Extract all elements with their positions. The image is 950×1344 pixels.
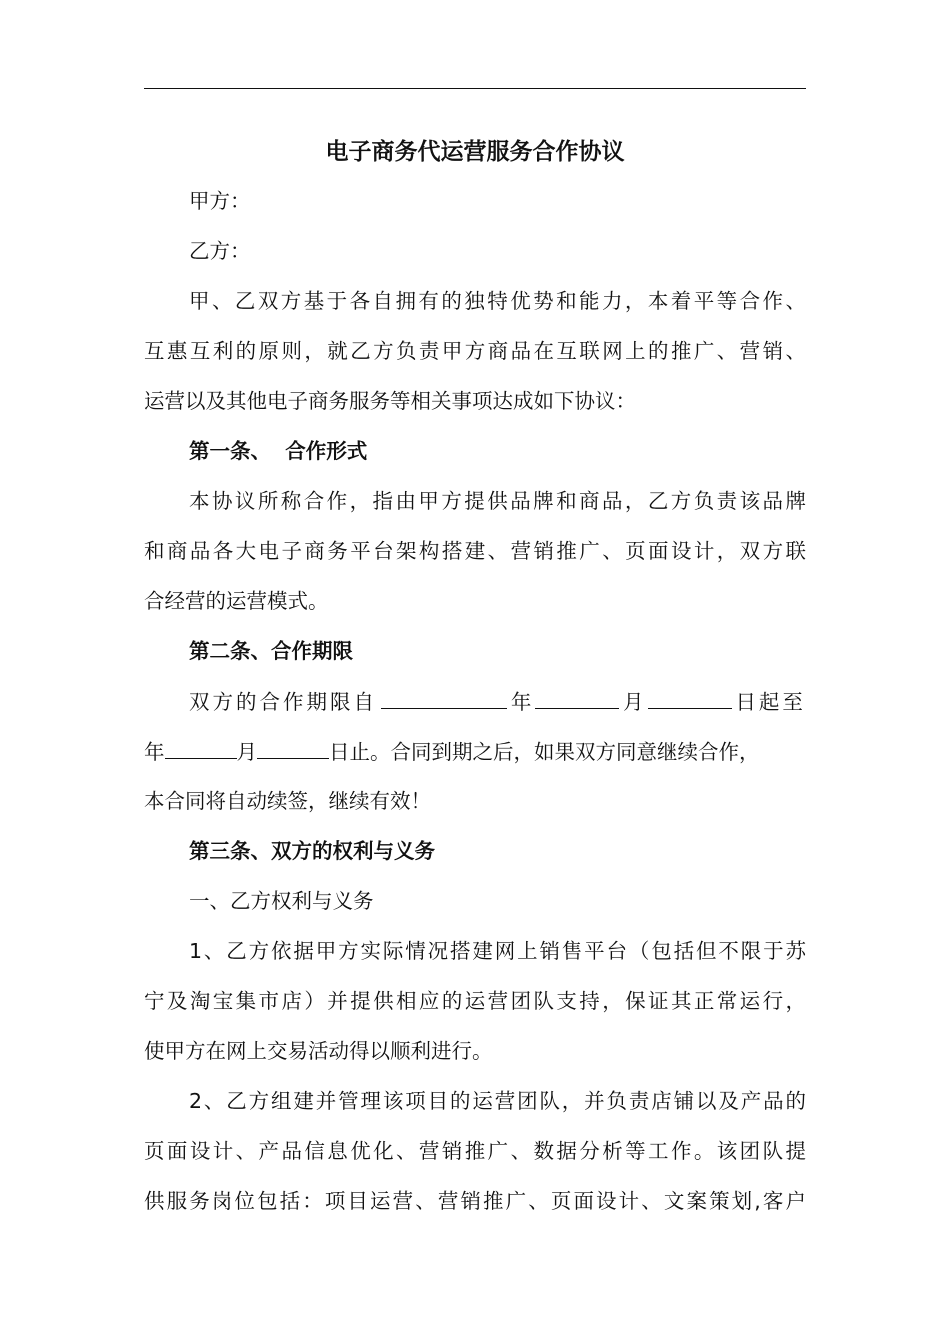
header-rule: [144, 88, 806, 89]
party-a-label: 甲方：: [189, 189, 251, 213]
start-day-blank[interactable]: [648, 686, 732, 709]
start-day-label: 日起至: [735, 690, 806, 714]
term-prefix: 双方的合作期限自: [189, 690, 377, 714]
item-1-line-3: 使甲方在网上交易活动得以顺利进行。: [144, 1039, 493, 1063]
term-start-line: [189, 686, 806, 717]
end-month-blank[interactable]: [165, 736, 237, 759]
intro-line-2: 互惠互利的原则，就乙方负责甲方商品在互联网上的推广、营销、: [144, 339, 806, 363]
article-3-subsection-1: 一、乙方权利与义务: [189, 889, 374, 913]
item-1-line-1: 1、乙方依据甲方实际情况搭建网上销售平台（包括但不限于苏: [189, 939, 806, 963]
item-1-line-2: 宁及淘宝集市店）并提供相应的运营团队支持，保证其正常运行，: [144, 989, 806, 1013]
party-b-label: 乙方：: [189, 239, 251, 263]
article-1-line-3: 合经营的运营模式。: [144, 589, 329, 613]
intro-line-3: 运营以及其他电子商务服务等相关事项达成如下协议：: [144, 389, 636, 413]
end-month-label: 月: [236, 740, 257, 764]
term-end-text: 日止。合同到期之后，如果双方同意继续合作，: [329, 740, 760, 764]
item-2-line-3: 供服务岗位包括：项目运营、营销推广、页面设计、文案策划,客户: [144, 1189, 806, 1213]
start-month-label: 月: [623, 690, 644, 714]
article-1-heading: 第一条、 合作形式: [189, 439, 368, 463]
start-month-blank[interactable]: [535, 686, 619, 709]
item-2-line-2: 页面设计、产品信息优化、营销推广、数据分析等工作。该团队提: [144, 1139, 806, 1163]
start-year-label: 年: [510, 690, 532, 714]
term-end-line: [144, 736, 806, 767]
end-year-label: 年: [144, 740, 165, 764]
article-2-line-3: 本合同将自动续签，继续有效！: [144, 789, 431, 813]
article-1-line-1: 本协议所称合作，指由甲方提供品牌和商品，乙方负责该品牌: [189, 489, 806, 513]
item-2-line-1: 2、乙方组建并管理该项目的运营团队，并负责店铺以及产品的: [189, 1089, 806, 1113]
intro-line-1: 甲、乙双方基于各自拥有的独特优势和能力，本着平等合作、: [189, 289, 806, 313]
end-day-blank[interactable]: [257, 736, 329, 759]
article-2-heading: 第二条、合作期限: [189, 639, 353, 663]
article-1-line-2: 和商品各大电子商务平台架构搭建、营销推广、页面设计，双方联: [144, 539, 806, 563]
document-title: 电子商务代运营服务合作协议: [325, 139, 625, 165]
start-year-blank[interactable]: [381, 686, 507, 709]
article-3-heading: 第三条、双方的权利与义务: [189, 839, 435, 863]
